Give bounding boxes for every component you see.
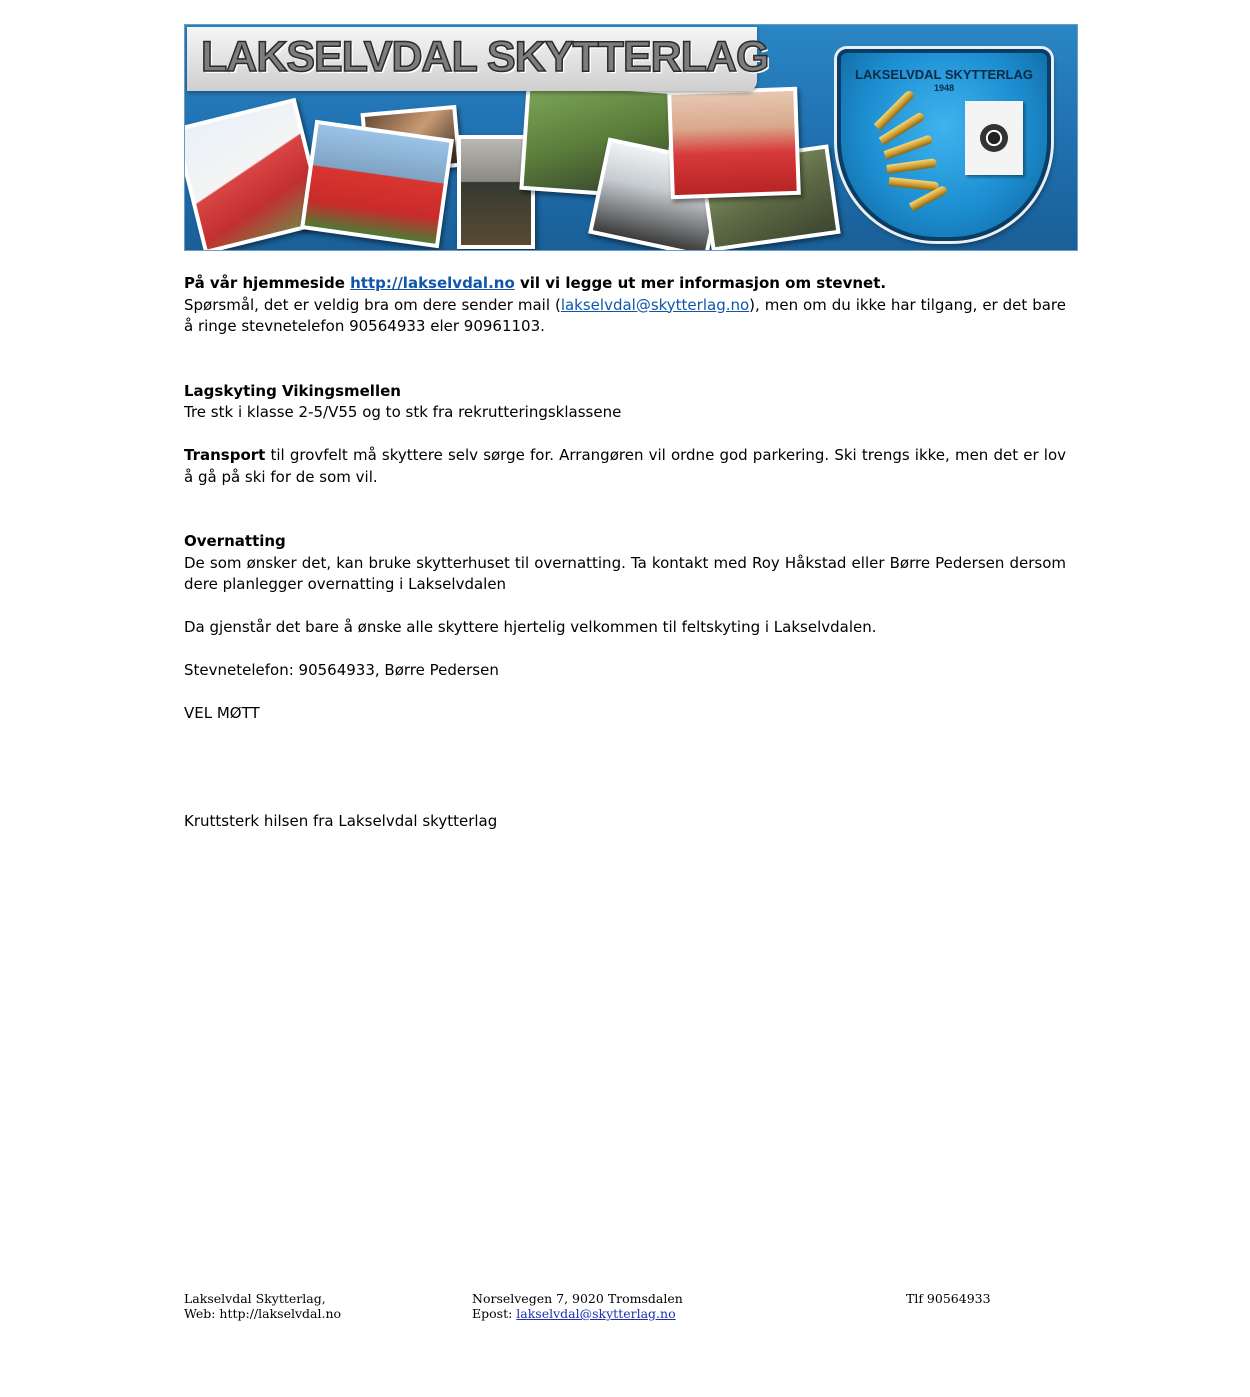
footer-email-link[interactable]: lakselvdal@skytterlag.no <box>516 1306 676 1321</box>
footer-epost: Epost: lakselvdal@skytterlag.no <box>472 1306 676 1321</box>
letter-body <box>184 273 1066 832</box>
intro-line: På vår hjemmeside http://lakselvdal.no vil vi legge ut mer informasjon om stevnet. <box>184 274 887 292</box>
email-link[interactable]: lakselvdal@skytterlag.no <box>560 295 750 314</box>
transport-paragraph: Transport til grovfelt må skyttere selv sørge for. Arrangøren vil ordne god parkering. Ski trengs ikke, men det er lov å gå på ski for de som vil. <box>184 446 1066 486</box>
banner-title-plate <box>187 27 769 91</box>
club-logo <box>837 49 1051 241</box>
overnatting-heading: Overnatting <box>184 532 286 550</box>
logo-year: 1948 <box>933 83 955 93</box>
closing-greeting: Kruttsterk hilsen fra Lakselvdal skytterlag <box>184 811 498 830</box>
footer-address: Norselvegen 7, 9020 Tromsdalen <box>472 1291 683 1306</box>
header-banner <box>184 24 1078 251</box>
stevnetelefon-text: Stevnetelefon: 90564933, Børre Pedersen <box>184 661 499 679</box>
welcome-text: Da gjenstår det bare å ønske alle skyttere hjertelig velkommen til feltskyting i Lakselvdalen. <box>184 618 877 636</box>
footer-org-column <box>184 1291 341 1321</box>
logo-title: LAKSELVDAL SKYTTERLAG <box>855 67 1033 82</box>
lagskyting-text: Tre stk i klasse 2-5/V55 og to stk fra rekrutteringsklassene <box>184 403 622 421</box>
footer-phone: Tlf 90564933 <box>906 1291 991 1306</box>
questions-paragraph: Spørsmål, det er veldig bra om dere sender mail (lakselvdal@skytterlag.no), men om du ikke har tilgang, er det bare å ringe stevnetelefon 90564933 eler 90961103. <box>184 295 1066 335</box>
vel-mott-text: VEL MØTT <box>184 704 260 722</box>
transport-lead: Transport <box>184 446 266 464</box>
bullet-icon <box>886 158 937 174</box>
overnatting-text: De som ønsker det, kan bruke skytterhuset til overnatting. Ta kontakt med Roy Håkstad eller Børre Pedersen dersom dere planlegger overnatting i Lakselvdalen <box>184 553 1066 593</box>
footer-phone-column <box>906 1291 991 1306</box>
footer-web: Web: http://lakselvdal.no <box>184 1306 342 1321</box>
target-icon <box>965 101 1023 175</box>
footer-address-column <box>472 1291 683 1321</box>
banner-photo-crowd <box>667 87 801 199</box>
banner-photo-group <box>300 120 454 248</box>
banner-title: LAKSELVDAL SKYTTERLAG <box>201 33 769 81</box>
footer-org: Lakselvdal Skytterlag, <box>184 1291 326 1306</box>
lagskyting-heading: Lagskyting Vikingsmellen <box>184 381 401 400</box>
website-link[interactable]: http://lakselvdal.no <box>350 274 515 292</box>
bullet-icon <box>889 177 940 191</box>
